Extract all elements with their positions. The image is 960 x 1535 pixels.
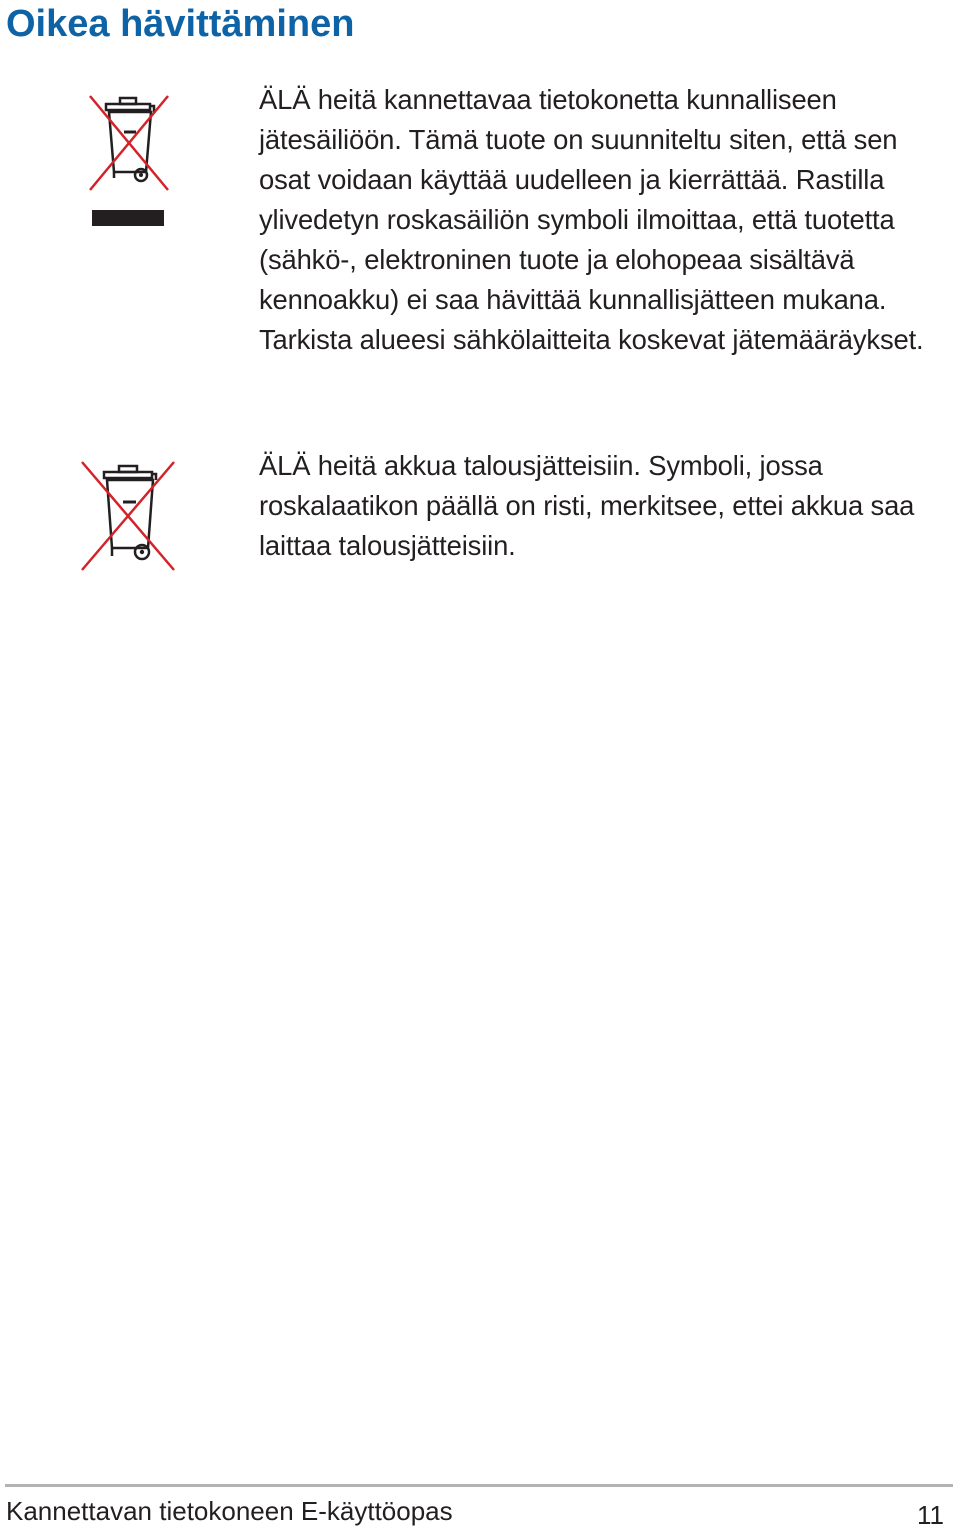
footer-divider (5, 1484, 953, 1487)
laptop-disposal-paragraph: ÄLÄ heitä kannettavaa tietokonetta kunnalliseen jätesäiliöön. Tämä tuote on suunniteltu siten, että sen osat voidaan käyttää uudelleen ja kierrättää. Rastilla ylivedetyn roskasäiliön symboli ilmoittaa, että tuotetta (sähkö-, elektroninen tuote ja elohopeaa sisältävä kennoakku) ei saa hävittää kunnallisjätteen mukana. Tarkista alueesi sähkölaitteita koskevat jätemääräykset. (259, 84, 924, 355)
footer-manual-title: Kannettavan tietokoneen E-käyttöopas (6, 1496, 453, 1526)
page-number: 11 (917, 1500, 944, 1530)
battery-disposal-paragraph: ÄLÄ heitä akkua talousjätteisiin. Symboli, jossa roskalaatikon päällä on risti, merkitsee, ettei akkua saa laittaa talousjätteisiin. (259, 450, 915, 561)
page-title: Oikea hävittäminen (6, 3, 355, 45)
crossed-out-wheelie-bin-with-bar-icon (84, 86, 174, 226)
crossed-out-wheelie-bin-icon (78, 452, 178, 572)
